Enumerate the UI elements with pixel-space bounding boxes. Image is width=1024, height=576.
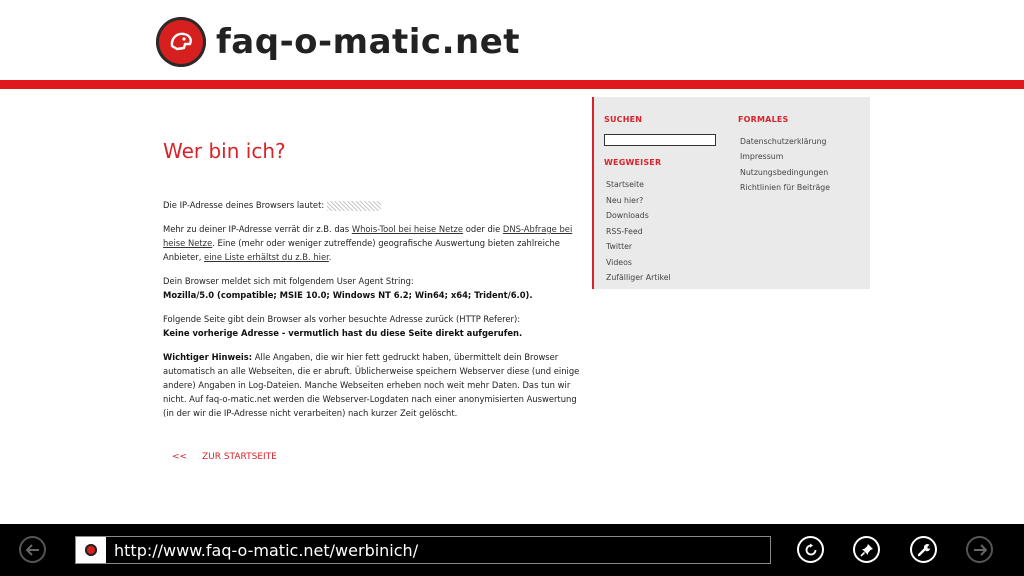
site-favicon-icon <box>85 544 97 556</box>
page-title: Wer bin ich? <box>163 139 286 163</box>
nav-item-random-article[interactable]: Zufälliger Artikel <box>606 273 671 282</box>
ip-paragraph <box>163 198 583 212</box>
notice-label: Wichtiger Hinweis: <box>163 352 253 362</box>
nav-item-videos[interactable]: Videos <box>606 257 632 267</box>
lookup-text-1: Mehr zu deiner IP-Adresse verrät dir z.B. das <box>163 224 352 234</box>
back-arrows: << <box>172 452 188 462</box>
nav-item-rss-feed[interactable]: RSS-Feed <box>606 226 643 236</box>
lookup-text-2: oder die <box>463 224 503 234</box>
back-label: ZUR STARTSEITE <box>201 452 277 462</box>
useragent-value: Mozilla/5.0 (compatible; MSIE 10.0; Windows NT 6.2; Win64; x64; Trident/6.0). <box>163 290 533 300</box>
pin-button[interactable] <box>853 536 880 563</box>
main-content <box>163 138 583 430</box>
nav-item-startseite[interactable]: Startseite <box>606 180 644 189</box>
referer-paragraph <box>163 312 583 340</box>
sidebar <box>592 97 870 289</box>
useragent-paragraph <box>163 274 583 302</box>
nav-item-twitter[interactable]: Twitter <box>606 242 633 251</box>
wrench-icon <box>917 543 931 557</box>
useragent-label: Dein Browser meldet sich mit folgendem User Agent String: <box>163 276 414 286</box>
referer-label: Folgende Seite gibt dein Browser als vorher besuchte Adresse zurück (HTTP Referer): <box>163 314 521 324</box>
refresh-icon <box>804 543 818 557</box>
formal-list <box>738 134 866 195</box>
url-field[interactable] <box>75 536 771 564</box>
nav-item-downloads[interactable]: Downloads <box>606 211 649 220</box>
lookup-text-4: . <box>328 252 332 262</box>
pin-icon <box>860 543 874 557</box>
notice-paragraph <box>163 350 583 420</box>
referer-value: Keine vorherige Adresse - vermutlich hast du diese Seite direkt aufgerufen. <box>163 328 523 338</box>
sidebar-column-left <box>604 115 722 286</box>
ip-address-redacted <box>327 201 381 211</box>
formal-item-terms[interactable]: Nutzungsbedingungen <box>740 167 829 177</box>
formal-item-guidelines[interactable]: Richtlinien für Beiträge <box>740 182 830 192</box>
logo-text: faq-o-matic.net <box>216 22 521 62</box>
search-heading: SUCHEN <box>604 115 643 124</box>
favicon-box <box>76 537 106 563</box>
sidebar-column-right <box>738 115 866 195</box>
formal-item-imprint[interactable]: Impressum <box>740 152 784 162</box>
lookup-paragraph <box>163 222 583 264</box>
url-text: http://www.faq-o-matic.net/werbinich/ <box>114 541 419 560</box>
logo-mascot-icon <box>156 17 206 67</box>
arrow-left-icon <box>26 544 40 556</box>
ip-label: Die IP-Adresse deines Browsers lautet: <box>163 200 325 210</box>
nav-list <box>604 177 722 286</box>
back-to-home-link[interactable] <box>172 452 277 462</box>
search-input[interactable] <box>604 134 716 146</box>
nav-heading: WEGWEISER <box>604 158 662 167</box>
browser-address-bar <box>0 524 1024 576</box>
geo-list-link[interactable]: eine Liste erhältst du z.B. hier <box>204 252 329 262</box>
site-logo[interactable] <box>156 16 520 68</box>
arrow-right-icon <box>973 544 987 556</box>
refresh-button[interactable] <box>797 536 824 563</box>
dns-lookup-link[interactable]: DNS-Abfrage bei heise Netze <box>163 224 573 248</box>
tools-button[interactable] <box>910 536 937 563</box>
notice-text: Alle Angaben, die wir hier fett gedruckt haben, übermittelt dein Browser automatisch an alle Webseiten, die er abruft. Üblicherweise speichern Webserver diese (und einige andere) Angaben in Log-Dateien. Manche Webseiten erheben noch weit mehr Daten. Das tun wir nicht. Auf faq-o-matic.net werden die Webserver-Logdaten nach einer anonymisierten Auswertung (in der wir die IP-Adresse nicht verarbeiten) nach kurzer Zeit gelöscht. <box>163 352 580 418</box>
nav-item-neu-hier[interactable]: Neu hier? <box>606 195 644 205</box>
whois-tool-link[interactable]: Whois-Tool bei heise Netze <box>351 224 464 234</box>
formal-heading: FORMALES <box>738 115 789 124</box>
forward-button[interactable] <box>966 536 993 563</box>
back-button[interactable] <box>19 536 46 563</box>
header-accent-bar <box>0 80 1024 89</box>
formal-item-privacy[interactable]: Datenschutzerklärung <box>740 137 827 146</box>
lookup-text-3: . Eine (mehr oder weniger zutreffende) geografische Auswertung bieten zahlreiche Anbieter, <box>163 238 560 262</box>
